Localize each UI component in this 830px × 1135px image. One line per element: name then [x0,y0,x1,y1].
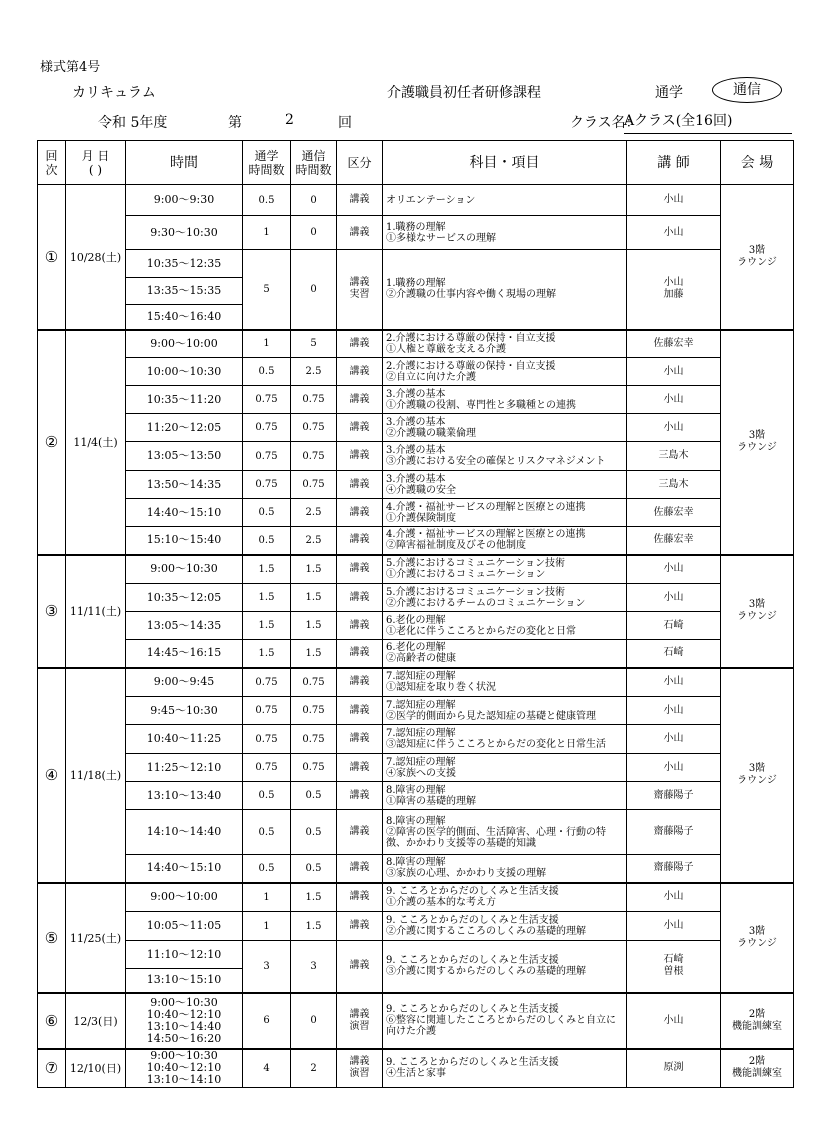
time-slot: 10:40～11:25 [126,725,243,754]
category: 講義 [337,527,383,555]
tsushin-hours: 2 [291,1049,337,1088]
table-row [38,725,794,754]
time-slot: 10:35～11:20 [126,386,243,414]
time-slot: 10:35～12:35 [126,250,243,278]
tsushin-hours: 0 [291,216,337,250]
time-slot: 9:00～9:30 [126,185,243,216]
table-header-row [38,141,794,185]
subject: 8.障害の理解 ②障害の医学的側面、生活障害、心理・行動の特徴、かかわり支援等の基礎的知識 [383,810,627,855]
tsushin-hours: 0.75 [291,754,337,782]
tsugaku-hours: 1 [243,883,291,912]
tsugaku-hours: 1.5 [243,555,291,584]
class-value: Aクラス(全16回) [624,110,792,134]
lecturer: 小山 [627,912,721,941]
category: 講義 実習 [337,250,383,330]
tsugaku-hours: 1 [243,912,291,941]
subject: 8.障害の理解 ③家族の心理、かかわり支援の理解 [383,855,627,883]
venue: 3階 ラウンジ [721,668,794,883]
category: 講義 [337,782,383,810]
online-type-circled: 通信 [712,77,782,103]
category: 講義 [337,358,383,386]
table-row [38,358,794,386]
tsugaku-hours: 0.5 [243,358,291,386]
col-header-round: 回次 [38,141,66,185]
curriculum-label: カリキュラム [72,85,156,101]
subject: 7.認知症の理解 ④家族への支援 [383,754,627,782]
session-number: ③ [38,555,66,668]
tsugaku-hours: 1 [243,330,291,358]
tsugaku-hours: 0.5 [243,810,291,855]
tsushin-hours: 0.75 [291,442,337,471]
subject: 6.老化の理解 ①老化に伴うこころとからだの変化と日常 [383,612,627,640]
course-title: 介護職員初任者研修課程 [387,85,541,101]
lecturer: 石崎 曽根 [627,941,721,993]
lecturer: 小山 [627,668,721,697]
category: 講義 [337,499,383,527]
col-header-tsugaku-hours: 通学 時間数 [243,141,291,185]
col-header-tsushin-hours: 通信 時間数 [291,141,337,185]
time-slot: 9:00～10:00 [126,330,243,358]
session-number: ② [38,330,66,555]
venue: 3階 ラウンジ [721,330,794,555]
tsugaku-hours: 0.75 [243,442,291,471]
time-slot: 10:00～10:30 [126,358,243,386]
lecturer: 小山 [627,185,721,216]
table-row [38,754,794,782]
tsushin-hours: 3 [291,941,337,993]
session-number: ⑥ [38,993,66,1049]
category: 講義 [337,584,383,612]
tsushin-hours: 0.75 [291,697,337,725]
venue: 2階 機能訓練室 [721,1049,794,1088]
lecturer: 齋藤陽子 [627,855,721,883]
time-slot: 10:35～12:05 [126,584,243,612]
tsugaku-hours: 0.5 [243,499,291,527]
category: 講義 [337,754,383,782]
time-slot: 15:40～16:40 [126,305,243,330]
session-date: 11/11(土) [66,555,126,668]
time-slot: 9:00～9:45 [126,668,243,697]
category: 講義 [337,883,383,912]
venue: 2階 機能訓練室 [721,993,794,1049]
lecturer: 小山 [627,584,721,612]
table-row [38,250,794,278]
session-date: 11/25(土) [66,883,126,993]
subject: オリエンテーション [383,185,627,216]
time-slot: 9:30～10:30 [126,216,243,250]
col-header-lecturer: 講 師 [627,141,721,185]
lecturer: 佐藤宏幸 [627,499,721,527]
category: 講義 演習 [337,1049,383,1088]
tsugaku-hours: 0.75 [243,754,291,782]
session-date: 10/28(土) [66,185,126,330]
time-slot: 11:25～12:10 [126,754,243,782]
table-row [38,386,794,414]
lecturer: 小山 [627,993,721,1049]
subject: 3.介護の基本 ①介護職の役割、専門性と多職種との連携 [383,386,627,414]
subject: 7.認知症の理解 ③認知症に伴うこころとからだの変化と日常生活 [383,725,627,754]
category: 講義 [337,185,383,216]
lecturer: 小山 [627,358,721,386]
tsushin-hours: 1.5 [291,912,337,941]
subject: 8.障害の理解 ①障害の基礎的理解 [383,782,627,810]
subject: 3.介護の基本 ④介護職の安全 [383,471,627,499]
category: 講義 [337,442,383,471]
time-slot: 11:20～12:05 [126,414,243,442]
tsugaku-hours: 0.75 [243,697,291,725]
time-slot: 13:05～14:35 [126,612,243,640]
time-slot: 10:05～11:05 [126,912,243,941]
tsugaku-hours: 1.5 [243,584,291,612]
lecturer: 齋藤陽子 [627,782,721,810]
subject: 6.老化の理解 ②高齢者の健康 [383,640,627,668]
tsugaku-hours: 1.5 [243,640,291,668]
attend-type-label: 通学 [655,85,683,101]
table-row [38,527,794,555]
lecturer: 齋藤陽子 [627,810,721,855]
subject: 4.介護・福祉サービスの理解と医療との連携 ①介護保険制度 [383,499,627,527]
category: 講義 [337,414,383,442]
lecturer: 小山 [627,414,721,442]
category: 講義 [337,555,383,584]
tsushin-hours: 1.5 [291,584,337,612]
tsugaku-hours: 5 [243,250,291,330]
table-row [38,442,794,471]
time-slot: 9:00～10:30 10:40～12:10 13:10～14:40 14:50～16:20 [126,993,243,1049]
lecturer: 小山 [627,697,721,725]
curriculum-table [37,140,794,1088]
time-slot: 13:10～13:40 [126,782,243,810]
session-date: 12/3(日) [66,993,126,1049]
session-date: 11/18(土) [66,668,126,883]
lecturer: 三島木 [627,442,721,471]
venue: 3階 ラウンジ [721,883,794,993]
tsugaku-hours: 0.5 [243,782,291,810]
table-row [38,640,794,668]
tsushin-hours: 0 [291,185,337,216]
col-header-time: 時間 [126,141,243,185]
lecturer: 石崎 [627,640,721,668]
lecturer: 小山 [627,754,721,782]
time-slot: 9:45～10:30 [126,697,243,725]
tsushin-hours: 2.5 [291,358,337,386]
session-number: ⑤ [38,883,66,993]
table-row [38,1049,794,1088]
subject: 9. こころとからだのしくみと生活支援 ④生活と家事 [383,1049,627,1088]
table-row [38,883,794,912]
category: 講義 [337,330,383,358]
tsugaku-hours: 0.5 [243,527,291,555]
time-slot: 9:00～10:30 [126,555,243,584]
tsushin-hours: 0.75 [291,725,337,754]
subject: 2.介護における尊厳の保持・自立支援 ①人権と尊厳を支える介護 [383,330,627,358]
category: 講義 [337,612,383,640]
time-slot: 13:35～15:35 [126,278,243,305]
tsushin-hours: 2.5 [291,499,337,527]
subject: 4.介護・福祉サービスの理解と医療との連携 ②障害福祉制度及びその他制度 [383,527,627,555]
table-row [38,555,794,584]
lecturer: 佐藤宏幸 [627,330,721,358]
table-row [38,185,794,216]
venue: 3階 ラウンジ [721,555,794,668]
tsushin-hours: 1.5 [291,883,337,912]
category: 講義 [337,725,383,754]
round-suffix: 回 [338,115,352,131]
tsushin-hours: 0.75 [291,668,337,697]
subject: 7.認知症の理解 ①認知症を取り巻く状況 [383,668,627,697]
venue: 3階 ラウンジ [721,185,794,330]
round-number: 2 [285,112,294,128]
time-slot: 14:40～15:10 [126,499,243,527]
category: 講義 [337,810,383,855]
round-prefix: 第 [228,115,242,131]
lecturer: 小山 [627,216,721,250]
tsugaku-hours: 0.75 [243,725,291,754]
form-number: 様式第4号 [40,60,101,75]
category: 講義 [337,668,383,697]
time-slot: 9:00～10:00 [126,883,243,912]
lecturer: 小山 [627,725,721,754]
tsushin-hours: 0 [291,250,337,330]
category: 講義 [337,640,383,668]
tsushin-hours: 0.75 [291,471,337,499]
time-slot: 9:00～10:30 10:40～12:10 13:10～14:10 [126,1049,243,1088]
subject: 3.介護の基本 ③介護における安全の確保とリスクマネジメント [383,442,627,471]
tsugaku-hours: 6 [243,993,291,1049]
tsugaku-hours: 1.5 [243,612,291,640]
tsugaku-hours: 0.75 [243,668,291,697]
lecturer: 小山 [627,555,721,584]
subject: 5.介護におけるコミュニケーション技術 ①介護におけるコミュニケーション [383,555,627,584]
lecturer: 三島木 [627,471,721,499]
table-row [38,855,794,883]
table-row [38,499,794,527]
tsugaku-hours: 0.5 [243,185,291,216]
tsushin-hours: 0.5 [291,782,337,810]
col-header-subject: 科目・項目 [383,141,627,185]
subject: 7.認知症の理解 ②医学的側面から見た認知症の基礎と健康管理 [383,697,627,725]
lecturer: 佐藤宏幸 [627,527,721,555]
table-row [38,584,794,612]
table-row [38,697,794,725]
lecturer: 石崎 [627,612,721,640]
category: 講義 [337,386,383,414]
subject: 9. こころとからだのしくみと生活支援 ①介護の基本的な考え方 [383,883,627,912]
subject: 3.介護の基本 ②介護職の職業倫理 [383,414,627,442]
subject: 9. こころとからだのしくみと生活支援 ②介護に関するこころのしくみの基礎的理解 [383,912,627,941]
subject: 9. こころとからだのしくみと生活支援 ③介護に関するからだのしくみの基礎的理解 [383,941,627,993]
table-row [38,216,794,250]
tsushin-hours: 1.5 [291,640,337,668]
time-slot: 15:10～15:40 [126,527,243,555]
tsugaku-hours: 4 [243,1049,291,1088]
session-number: ⑦ [38,1049,66,1088]
col-header-venue: 会 場 [721,141,794,185]
tsushin-hours: 1.5 [291,612,337,640]
table-row [38,471,794,499]
tsugaku-hours: 1 [243,216,291,250]
subject: 2.介護における尊厳の保持・自立支援 ②自立に向けた介護 [383,358,627,386]
class-label: クラス名： [570,115,640,131]
tsugaku-hours: 3 [243,941,291,993]
table-row [38,912,794,941]
tsushin-hours: 1.5 [291,555,337,584]
time-slot: 13:05～13:50 [126,442,243,471]
time-slot: 13:10～15:10 [126,969,243,993]
tsushin-hours: 0 [291,993,337,1049]
tsushin-hours: 0.5 [291,855,337,883]
subject: 1.職務の理解 ②介護職の仕事内容や働く現場の理解 [383,250,627,330]
tsushin-hours: 0.75 [291,386,337,414]
session-date: 11/4(土) [66,330,126,555]
fiscal-year: 令和 5年度 [98,115,168,131]
tsugaku-hours: 0.75 [243,414,291,442]
table-row [38,782,794,810]
time-slot: 11:10～12:10 [126,941,243,969]
table-row [38,668,794,697]
tsushin-hours: 2.5 [291,527,337,555]
session-number: ① [38,185,66,330]
category: 講義 [337,216,383,250]
col-header-date: 月 日 ( ) [66,141,126,185]
tsushin-hours: 0.75 [291,414,337,442]
category: 講義 [337,912,383,941]
category: 講義 [337,855,383,883]
subject: 5.介護におけるコミュニケーション技術 ②介護におけるチームのコミュニケーション [383,584,627,612]
tsushin-hours: 0.5 [291,810,337,855]
category: 講義 [337,471,383,499]
lecturer: 小山 [627,883,721,912]
subject: 1.職務の理解 ①多様なサービスの理解 [383,216,627,250]
category: 講義 [337,941,383,993]
tsugaku-hours: 0.75 [243,471,291,499]
time-slot: 14:40～15:10 [126,855,243,883]
time-slot: 13:50～14:35 [126,471,243,499]
category: 講義 [337,697,383,725]
subject: 9. こころとからだのしくみと生活支援 ⑥整容に関連したこころとからだのしくみと自立に向けた介護 [383,993,627,1049]
lecturer: 小山 加藤 [627,250,721,330]
lecturer: 原渕 [627,1049,721,1088]
col-header-category: 区分 [337,141,383,185]
session-date: 12/10(日) [66,1049,126,1088]
time-slot: 14:10～14:40 [126,810,243,855]
table-row [38,330,794,358]
tsugaku-hours: 0.5 [243,855,291,883]
tsugaku-hours: 0.75 [243,386,291,414]
lecturer: 小山 [627,386,721,414]
table-row [38,612,794,640]
table-row [38,810,794,855]
tsushin-hours: 5 [291,330,337,358]
category: 講義 演習 [337,993,383,1049]
table-row [38,414,794,442]
table-row [38,941,794,969]
session-number: ④ [38,668,66,883]
table-row [38,993,794,1049]
time-slot: 14:45～16:15 [126,640,243,668]
